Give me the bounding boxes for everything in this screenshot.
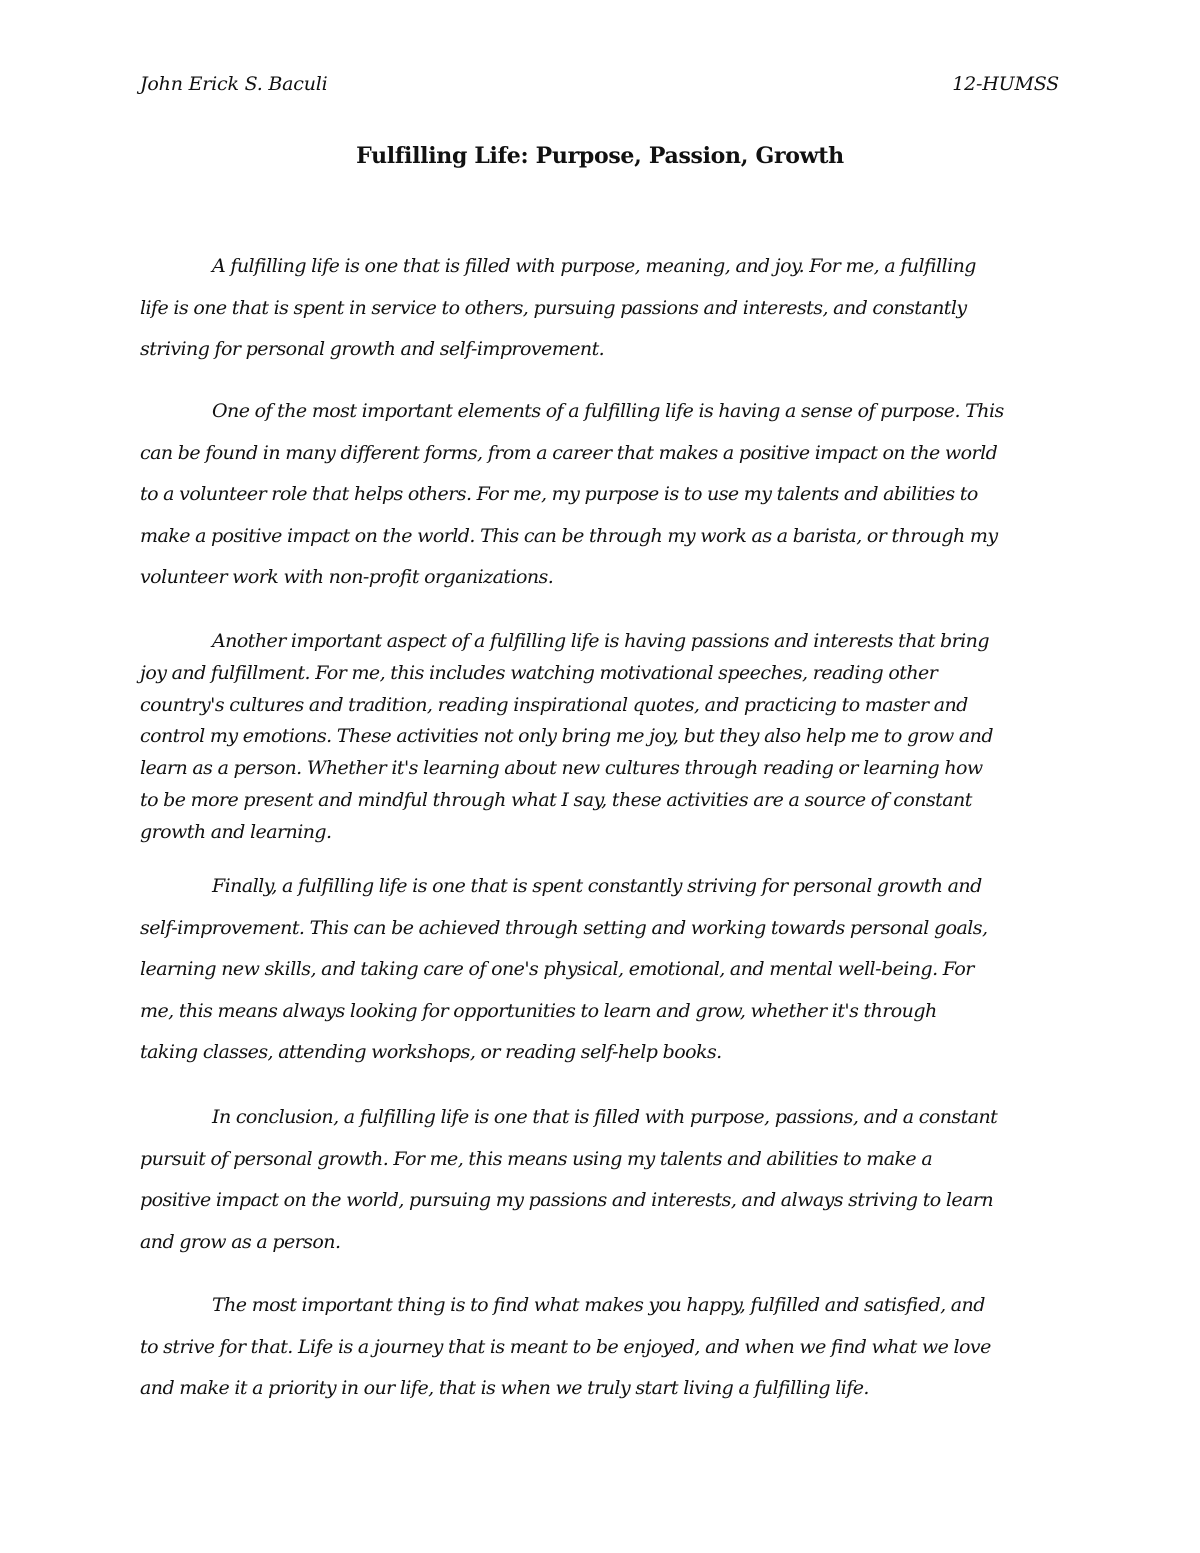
paragraph-line: learn as a person. Whether it's learning about new cultures through reading or learning how (140, 757, 983, 780)
paragraph-line: life is one that is spent in service to others, pursuing passions and interests, and constantly (140, 296, 967, 319)
paragraph-line: striving for personal growth and self-improvement. (140, 338, 605, 360)
paragraph-1 (140, 246, 1060, 371)
paragraph-line: to a volunteer role that helps others. For me, my purpose is to use my talents and abilities to (140, 483, 978, 505)
paragraph-line: The most important thing is to find what makes you happy, fulfilled and satisfied, and (212, 1294, 985, 1316)
class-section: 12-HUMSS (952, 73, 1059, 95)
paragraph-line: make a positive impact on the world. This can be through my work as a barista, or through my (140, 524, 998, 547)
paragraph-line: pursuit of personal growth. For me, this means using my talents and abilities to make a (140, 1147, 933, 1170)
paragraph-line: Another important aspect of a fulfilling life is having passions and interests that bring (212, 630, 989, 652)
paragraph-line: me, this means always looking for opportunities to learn and grow, whether it's through (140, 999, 937, 1022)
paragraph-line: joy and fulfillment. For me, this includes watching motivational speeches, reading other (140, 661, 938, 684)
paragraph-line: A fulfilling life is one that is filled with purpose, meaning, and joy. For me, a fulfilling (212, 255, 976, 277)
paragraph-line: to strive for that. Life is a journey that is meant to be enjoyed, and when we find what we love (140, 1335, 991, 1358)
paragraph-line: taking classes, attending workshops, or reading self-help books. (140, 1041, 722, 1063)
paragraph-2 (140, 391, 1060, 599)
paragraph-line: country's cultures and tradition, reading inspirational quotes, and practicing to master and (140, 693, 968, 716)
paragraph-5 (140, 1097, 1060, 1263)
paragraph-line: and make it a priority in our life, that is when we truly start living a fulfilling life. (140, 1377, 869, 1399)
paragraph-6 (140, 1285, 1060, 1410)
paragraph-line: to be more present and mindful through what I say, these activities are a source of constant (140, 788, 972, 811)
paragraph-line: growth and learning. (140, 820, 332, 843)
author-name: John Erick S. Baculi (140, 73, 328, 95)
paragraph-line: and grow as a person. (140, 1230, 341, 1253)
paragraph-line: control my emotions. These activities not only bring me joy, but they also help me to grow and (140, 725, 993, 748)
paragraph-line: volunteer work with non-profit organizations. (140, 566, 554, 588)
paragraph-3 (140, 626, 1060, 849)
paragraph-line: Finally, a fulfilling life is one that is spent constantly striving for personal growth and (212, 875, 982, 897)
essay-title: Fulfilling Life: Purpose, Passion, Growth (356, 143, 844, 169)
paragraph-4 (140, 866, 1060, 1074)
paragraph-line: In conclusion, a fulfilling life is one that is filled with purpose, passions, and a constant (212, 1106, 998, 1128)
paragraph-line: learning new skills, and taking care of one's physical, emotional, and mental well-being. For (140, 958, 974, 980)
paragraph-line: can be found in many different forms, from a career that makes a positive impact on the world (140, 441, 998, 464)
paragraph-line: One of the most important elements of a fulfilling life is having a sense of purpose. This (212, 400, 1004, 422)
paragraph-line: positive impact on the world, pursuing my passions and interests, and always striving to learn (140, 1189, 994, 1211)
paragraph-line: self-improvement. This can be achieved through setting and working towards personal goals, (140, 916, 988, 939)
